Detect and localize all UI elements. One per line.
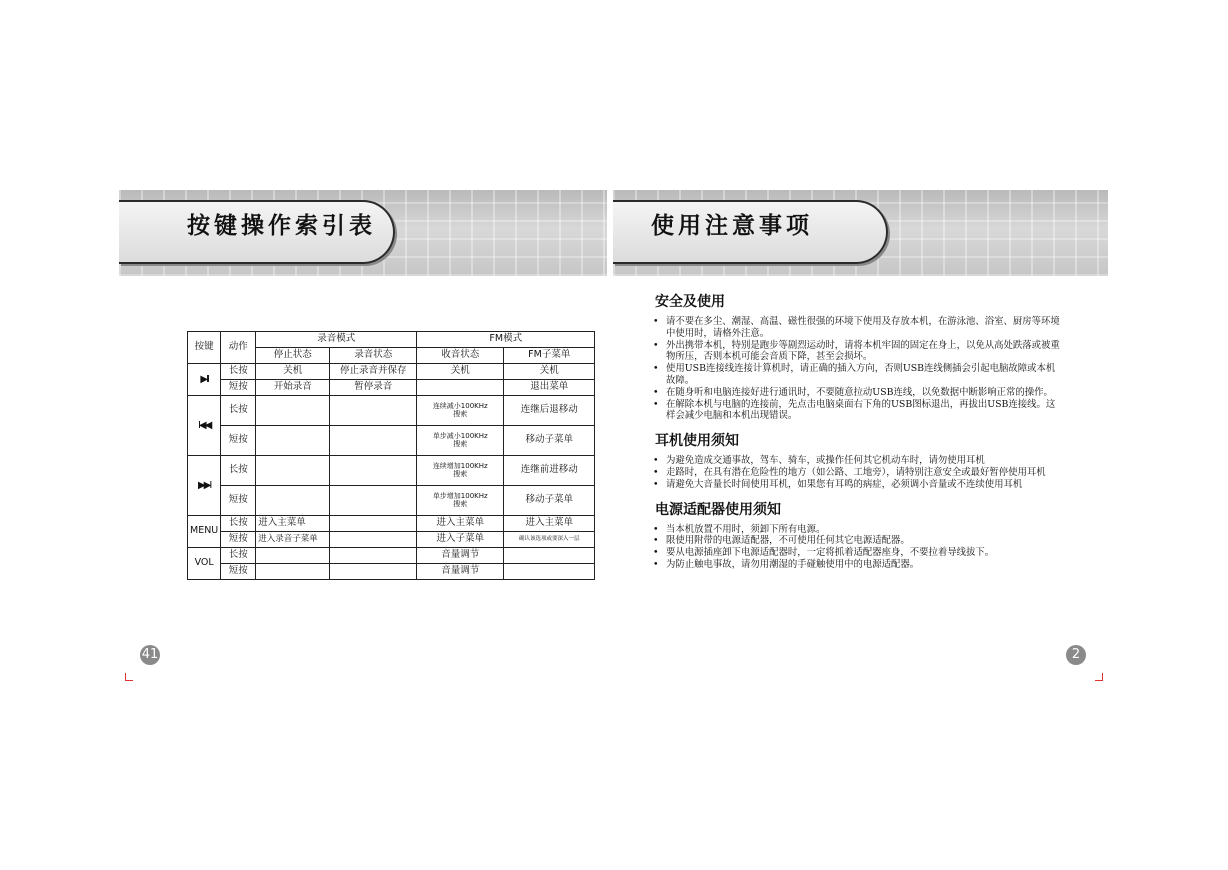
table-row xyxy=(188,532,595,548)
page-title: 按键操作索引表 xyxy=(187,213,376,239)
right-header-banner xyxy=(613,190,1108,276)
page-number: 41 xyxy=(140,645,160,665)
crop-mark xyxy=(125,673,133,681)
list-item: • 要从电源插座卸下电源适配器时，一定将抓着适配器座身，不要拉着导线拔下。 xyxy=(651,547,1061,559)
cell: 进入主菜单 xyxy=(256,516,330,532)
table-row xyxy=(188,486,595,516)
next-icon: ▶▶I xyxy=(188,456,221,516)
action-short-press: 短按 xyxy=(221,380,256,396)
cell xyxy=(256,548,330,564)
cell xyxy=(330,426,417,456)
cell: 单步增加100KHz 搜索 xyxy=(417,486,504,516)
cell xyxy=(504,564,595,580)
cell: 关机 xyxy=(417,364,504,380)
list-item: • 请避免大音量长时间使用耳机，如果您有耳鸣的病症，必须调小音量或不连续使用耳机 xyxy=(651,479,1061,491)
cell: 进入主菜单 xyxy=(504,516,595,532)
cell: 单步减小100KHz 搜索 xyxy=(417,426,504,456)
list-item: • 为避免造成交通事故，驾车、骑车，或操作任何其它机动车时，请勿使用耳机 xyxy=(651,455,1061,467)
play-pause-icon: ▶II xyxy=(188,364,221,396)
section-safety xyxy=(651,292,1061,422)
cell xyxy=(330,564,417,580)
precautions-content xyxy=(651,292,1061,580)
page-title: 使用注意事项 xyxy=(651,213,813,239)
action-short-press: 短按 xyxy=(221,486,256,516)
cell: 关机 xyxy=(504,364,595,380)
action-short-press: 短按 xyxy=(221,532,256,548)
header-fm-mode: FM模式 xyxy=(417,332,595,348)
menu-key: MENU xyxy=(188,516,221,548)
cell: 连继后退移动 xyxy=(504,396,595,426)
cell: 音量调节 xyxy=(417,548,504,564)
key-operation-table xyxy=(187,331,595,580)
list-item: • 当本机放置不用时，须卸下所有电源。 xyxy=(651,524,1061,536)
header-key: 按键 xyxy=(188,332,221,364)
list-item: • 使用USB连接线连接计算机时，请正确的插入方向，否则USB连线侧插会引起电脑故障或本机故障。 xyxy=(651,363,1061,387)
action-long-press: 长按 xyxy=(221,516,256,532)
section-power-adapter xyxy=(651,500,1061,571)
cell xyxy=(256,396,330,426)
cell: 进入子菜单 xyxy=(417,532,504,548)
section-earphones xyxy=(651,431,1061,490)
previous-icon: I◀◀ xyxy=(188,396,221,456)
cell: 进入录音子菜单 xyxy=(256,532,330,548)
subheader-receiving: 收音状态 xyxy=(417,348,504,364)
list-item: • 在解除本机与电脑的连接前，先点击电脑桌面右下角的USB图标退出，再拔出USB连接线。这样会减少电脑和本机出现错误。 xyxy=(651,399,1061,423)
cell xyxy=(330,516,417,532)
subheader-stop: 停止状态 xyxy=(256,348,330,364)
table-row xyxy=(188,548,595,564)
table-row xyxy=(188,380,595,396)
cell xyxy=(330,548,417,564)
cell xyxy=(417,380,504,396)
cell xyxy=(330,456,417,486)
cell: 确认该选项或要深入一层 xyxy=(504,532,595,548)
list-item: • 在随身听和电脑连接好进行通讯时，不要随意拉动USB连线，以免数据中断影响正常的操作。 xyxy=(651,387,1061,399)
list-item: • 限使用附带的电源适配器，不可使用任何其它电源适配器。 xyxy=(651,535,1061,547)
subheader-recording: 录音状态 xyxy=(330,348,417,364)
cell xyxy=(330,532,417,548)
crop-mark xyxy=(1095,673,1103,681)
cell xyxy=(256,456,330,486)
header-record-mode: 录音模式 xyxy=(256,332,417,348)
action-short-press: 短按 xyxy=(221,426,256,456)
action-long-press: 长按 xyxy=(221,364,256,380)
table-row xyxy=(188,396,595,426)
cell xyxy=(330,396,417,426)
header-action: 动作 xyxy=(221,332,256,364)
cell: 开始录音 xyxy=(256,380,330,396)
cell: 连继前进移动 xyxy=(504,456,595,486)
cell xyxy=(504,548,595,564)
list-item: • 走路时，在具有潜在危险性的地方（如公路、工地旁），请特别注意安全或最好暂停使用耳机 xyxy=(651,467,1061,479)
table-row xyxy=(188,516,595,532)
table-row xyxy=(188,364,595,380)
action-short-press: 短按 xyxy=(221,564,256,580)
section-title: 安全及使用 xyxy=(655,294,725,310)
table-row xyxy=(188,426,595,456)
cell: 退出菜单 xyxy=(504,380,595,396)
section-title: 电源适配器使用须知 xyxy=(655,501,781,518)
cell: 关机 xyxy=(256,364,330,380)
cell: 连续减小100KHz 搜索 xyxy=(417,396,504,426)
list-item: • 为防止触电事故，请勿用潮湿的手碰触使用中的电源适配器。 xyxy=(651,559,1061,571)
cell: 进入主菜单 xyxy=(417,516,504,532)
action-long-press: 长按 xyxy=(221,548,256,564)
action-long-press: 长按 xyxy=(221,396,256,426)
cell: 停止录音并保存 xyxy=(330,364,417,380)
page-number: 2 xyxy=(1066,645,1086,665)
cell: 连续增加100KHz 搜索 xyxy=(417,456,504,486)
table-row xyxy=(188,456,595,486)
table-row xyxy=(188,564,595,580)
list-item: • 请不要在多尘、潮湿、高温、磁性很强的环境下使用及存放本机，在游泳池、浴室、厨房等环境中使用时，请格外注意。 xyxy=(651,316,1061,340)
cell: 暂停录音 xyxy=(330,380,417,396)
vol-key: VOL xyxy=(188,548,221,580)
cell xyxy=(330,486,417,516)
subheader-fm-menu: FM子菜单 xyxy=(504,348,595,364)
left-header-banner xyxy=(119,190,607,276)
list-item: • 外出携带本机，特别是跑步等剧烈运动时，请将本机牢固的固定在身上，以免从高处跌落或被重物所压，否则本机可能会音质下降，甚至会损坏。 xyxy=(651,340,1061,364)
cell: 移动子菜单 xyxy=(504,426,595,456)
section-title: 耳机使用须知 xyxy=(655,433,739,450)
action-long-press: 长按 xyxy=(221,456,256,486)
cell: 音量调节 xyxy=(417,564,504,580)
cell xyxy=(256,564,330,580)
cell: 移动子菜单 xyxy=(504,486,595,516)
cell xyxy=(256,486,330,516)
cell xyxy=(256,426,330,456)
